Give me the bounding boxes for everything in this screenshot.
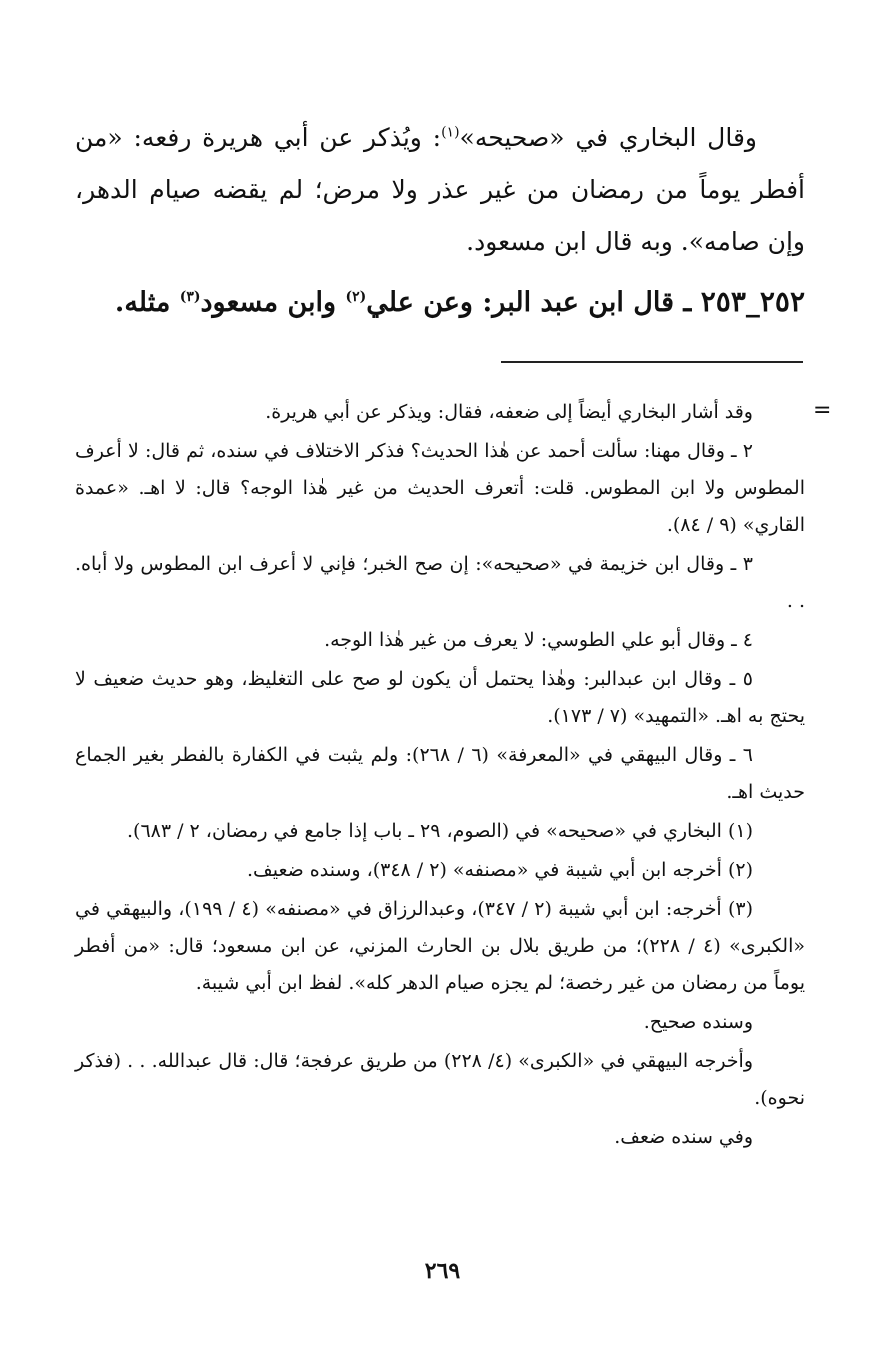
- footnote-ref-3: (٣): [179, 289, 201, 305]
- main-paragraph: [75, 112, 805, 268]
- footnote-ref-2: (٢): [345, 289, 367, 305]
- page-number: ٢٦٩: [424, 1258, 461, 1284]
- footnote-line: وفي سنده ضعف.: [614, 1126, 753, 1148]
- footnote-divider: [501, 361, 803, 363]
- note-line: ٦ ـ وقال البيهقي في «المعرفة» (٦ / ٢٦٨): ولم يثبت في الكفارة بالفطر بغير الجماع حديث اهـ.: [75, 744, 805, 803]
- narration-heading: [75, 282, 805, 323]
- footnote-line: وسنده صحيح.: [643, 1011, 753, 1033]
- heading-text-1: ـ قال ابن عبد البر: وعن علي: [366, 287, 701, 318]
- note-line: ٢ ـ وقال مهنا: سألت أحمد عن هٰذا الحديث؟ فذكر الاختلاف في سنده، ثم قال: لا أعرف المطوس ولا ابن المطوس. قلت: أتعرف الحديث من غير هٰذا الوجه؟ قال: لا اهـ. «عمدة القاري» (٩ / ٨٤).: [75, 440, 805, 536]
- footnote-2: (٢) أخرجه ابن أبي شيبة في «مصنفه» (٢ / ٣٤٨)، وسنده ضعيف.: [247, 859, 753, 881]
- note-line: ٤ ـ وقال أبو علي الطوسي: لا يعرف من غير هٰذا الوجه.: [324, 629, 753, 651]
- continuation-mark: =: [813, 398, 832, 423]
- note-line: ٣ ـ وقال ابن خزيمة في «صحيحه»: إن صح الخبر؛ فإني لا أعرف ابن المطوس ولا أباه. . .: [75, 553, 805, 612]
- footnote-line: وأخرجه البيهقي في «الكبرى» (٤/ ٢٢٨) من طريق عرفجة؛ قال: قال عبدالله. . . (فذكر نحوه).: [75, 1050, 805, 1109]
- heading-text-2: وابن مسعود: [200, 287, 346, 318]
- narration-number: ٢٥٢_٢٥٣: [700, 285, 805, 318]
- heading-text-3: مثله.: [114, 287, 180, 318]
- footnote-ref-1: (١): [441, 124, 460, 141]
- note-line: وقد أشار البخاري أيضاً إلى ضعفه، فقال: ويذكر عن أبي هريرة.: [265, 401, 753, 423]
- main-paragraph-start: وقال البخاري في «صحيحه»: [459, 123, 757, 152]
- footnote-3: (٣) أخرجه: ابن أبي شيبة (٢ / ٣٤٧)، وعبدالرزاق في «مصنفه» (٤ / ١٩٩)، والبيهقي في «الكبرى» (٤ / ٢٢٨)؛ من طريق بلال بن الحارث المزني، عن ابن مسعود؛ قال: «من أفطر يوماً من رمضان من غير رخصة؛ لم يجزه صيام الدهر كله». لفظ ابن أبي شيبة.: [75, 898, 806, 994]
- footnotes-section: [75, 394, 805, 1158]
- footnote-1: (١) البخاري في «صحيحه» في (الصوم، ٢٩ ـ باب إذا جامع في رمضان، ٢ / ٦٨٣).: [126, 820, 753, 842]
- main-text: [75, 112, 805, 268]
- note-line: ٥ ـ وقال ابن عبدالبر: وهٰذا يحتمل أن يكون لو صح على التغليظ، وهو حديث ضعيف لا يحتج به اهـ. «التمهيد» (٧ / ١٧٣).: [75, 668, 805, 727]
- main-paragraph-rest: : ويُذكر عن أبي هريرة رفعه: «من أفطر يوماً من رمضان من غير عذر ولا مرض؛ لم يقضه صيام الدهر، وإن صامه». وبه قال ابن مسعود.: [75, 123, 805, 256]
